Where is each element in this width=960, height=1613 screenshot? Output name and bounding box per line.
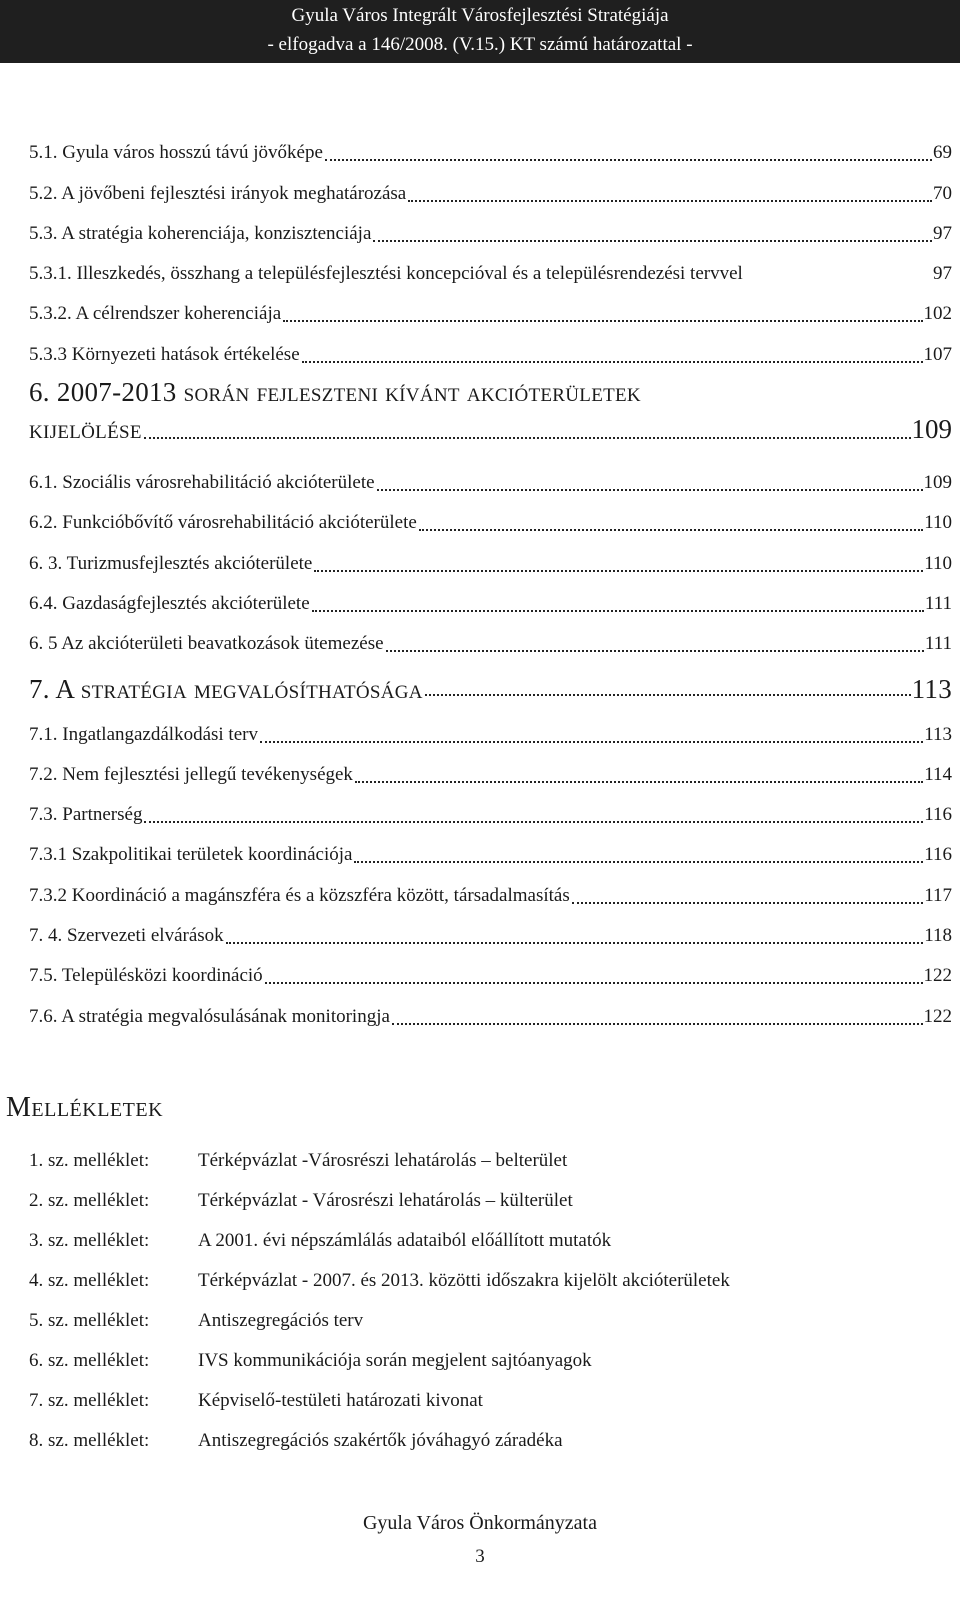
- toc-entry[interactable]: [29, 579, 952, 619]
- toc-entry-page: 109: [923, 472, 952, 494]
- toc-entry-page: 122: [923, 965, 952, 987]
- dot-leader: [419, 528, 923, 531]
- annex-label: 2. sz. melléklet:: [29, 1190, 150, 1211]
- annex-item: [6, 1346, 936, 1386]
- dot-leader: [408, 199, 932, 202]
- toc-entry-title: 5.3.1. Illeszkedés, összhang a településfejlesztési koncepcióval és a településrendezési tervvel: [29, 263, 743, 285]
- toc-entry-title: 7.2. Nem fejlesztési jellegű tevékenységek: [29, 763, 353, 785]
- dot-leader: [572, 901, 923, 904]
- annexes-heading: Mellékletek: [6, 1092, 164, 1123]
- toc-entry-page: 113: [924, 723, 952, 745]
- toc-entry-page: 111: [924, 633, 952, 655]
- toc-entry-title: 6.4. Gazdaságfejlesztés akcióterülete: [29, 592, 310, 614]
- dot-leader: [283, 319, 922, 322]
- toc-entry[interactable]: [29, 911, 952, 951]
- annex-item: [6, 1146, 936, 1186]
- toc-entry-title: 7.6. A stratégia megvalósulásának monitoringja: [29, 1005, 390, 1027]
- dot-leader: [745, 281, 932, 282]
- toc-entry-title: 7.3.2 Koordináció a magánszféra és a közszféra között, társadalmasítás: [29, 884, 570, 906]
- toc-entry-title: 7. 4. Szervezeti elvárások: [29, 925, 224, 947]
- annex-title: Térképvázlat -Városrészi lehatárolás – belterület: [198, 1150, 568, 1171]
- dot-leader: [425, 693, 911, 696]
- toc-entry[interactable]: [29, 830, 952, 870]
- toc-entry[interactable]: [29, 619, 952, 659]
- toc-entry-page: 116: [924, 844, 952, 866]
- toc-entry-page: 114: [924, 763, 952, 785]
- annex-label: 4. sz. melléklet:: [29, 1270, 150, 1291]
- toc-entry[interactable]: [29, 790, 952, 830]
- toc-chapter-title: 7. A stratégia megvalósíthatósága: [29, 674, 423, 705]
- toc-entry-title: 6. 5 Az akcióterületi beavatkozások ütemezése: [29, 633, 384, 655]
- annex-title: Térképvázlat - 2007. és 2013. közötti időszakra kijelölt akcióterületek: [198, 1270, 730, 1291]
- toc-entry-page: 69: [933, 142, 952, 164]
- toc-entry-page: 117: [924, 884, 952, 906]
- annex-label: 7. sz. melléklet:: [29, 1390, 150, 1411]
- toc-entry-title: 5.3. A stratégia koherenciája, konzisztenciája: [29, 222, 372, 244]
- toc-chapter-title-line1: 6. 2007-2013 során fejleszteni kívánt akcióterületek: [29, 376, 641, 407]
- toc-entry[interactable]: [29, 951, 952, 991]
- toc-chapter-entry[interactable]: [29, 659, 952, 709]
- toc-entry-title: 5.3.3 Környezeti hatások értékelése: [29, 343, 300, 365]
- page-number: 3: [475, 1546, 485, 1567]
- toc-entry-title: 6. 3. Turizmusfejlesztés akcióterülete: [29, 552, 313, 574]
- toc-entry[interactable]: [29, 128, 952, 168]
- toc-entry[interactable]: [29, 498, 952, 538]
- toc-entry[interactable]: [29, 329, 952, 369]
- annex-label: 3. sz. melléklet:: [29, 1230, 150, 1251]
- annex-label: 5. sz. melléklet:: [29, 1310, 150, 1331]
- toc-entry[interactable]: [29, 750, 952, 790]
- annex-label: 8. sz. melléklet:: [29, 1430, 150, 1451]
- annex-item: [6, 1186, 936, 1226]
- toc-entry-title: 7.3.1 Szakpolitikai területek koordinációja: [29, 844, 353, 866]
- dot-leader: [302, 360, 923, 363]
- dot-leader: [325, 158, 932, 161]
- annex-label: 6. sz. melléklet:: [29, 1350, 150, 1371]
- annex-title: A 2001. évi népszámlálás adataiból előállított mutatók: [198, 1230, 612, 1251]
- dot-leader: [144, 436, 911, 439]
- dot-leader: [314, 569, 923, 572]
- toc-entry-page: 113: [911, 674, 952, 705]
- dot-leader: [144, 820, 923, 823]
- toc-entry-title: 6.1. Szociális városrehabilitáció akcióterülete: [29, 472, 375, 494]
- page-header: [0, 0, 960, 63]
- toc-entry-page: 111: [924, 592, 952, 614]
- annexes-section: [6, 1088, 936, 1466]
- header-subtitle: - elfogadva a 146/2008. (V.15.) KT számú határozattal -: [267, 34, 693, 55]
- toc-entry[interactable]: [29, 538, 952, 578]
- annex-label: 1. sz. melléklet:: [29, 1150, 150, 1171]
- toc-entry-page: 107: [923, 343, 952, 365]
- toc-entry-title: 5.2. A jövőbeni fejlesztési irányok meghatározása: [29, 182, 407, 204]
- toc-entry-page: 110: [924, 512, 952, 534]
- toc-entry-title: 7.1. Ingatlangazdálkodási terv: [29, 723, 258, 745]
- toc-entry-page: 109: [911, 413, 952, 444]
- dot-leader: [312, 609, 924, 612]
- annex-item: [6, 1426, 936, 1466]
- annex-title: Antiszegregációs terv: [198, 1310, 364, 1331]
- dot-leader: [373, 239, 932, 242]
- dot-leader: [226, 941, 924, 944]
- toc-entry-page: 122: [923, 1005, 952, 1027]
- annex-title: IVS kommunikációja során megjelent sajtóanyagok: [198, 1350, 592, 1371]
- toc-entry[interactable]: [29, 709, 952, 749]
- toc-entry-title: 5.1. Gyula város hosszú távú jövőképe: [29, 142, 323, 164]
- toc-entry-page: 70: [933, 182, 952, 204]
- annex-item: [6, 1386, 936, 1426]
- annex-title: Térképvázlat - Városrészi lehatárolás – külterület: [198, 1190, 573, 1211]
- toc-entry-page: 97: [933, 263, 952, 285]
- toc-entry-page: 102: [923, 303, 952, 325]
- toc-entry[interactable]: [29, 991, 952, 1031]
- dot-leader: [265, 981, 923, 984]
- toc-entry[interactable]: [29, 870, 952, 910]
- dot-leader: [354, 860, 923, 863]
- dot-leader: [355, 780, 923, 783]
- toc-entry[interactable]: [29, 289, 952, 329]
- toc-entry-title: 7.3. Partnerség: [29, 804, 143, 826]
- toc-entry[interactable]: [29, 168, 952, 208]
- dot-leader: [377, 488, 923, 491]
- toc-entry-title: 5.3.2. A célrendszer koherenciája: [29, 303, 282, 325]
- toc-chapter-title-line2: kijelölése: [29, 413, 142, 444]
- toc-entry-page: 110: [924, 552, 952, 574]
- toc-entry-title: 7.5. Településközi koordináció: [29, 965, 263, 987]
- toc-entry[interactable]: [29, 209, 952, 249]
- annex-title: Antiszegregációs szakértők jóváhagyó záradéka: [198, 1430, 563, 1451]
- toc-entry-page: 118: [924, 925, 952, 947]
- dot-leader: [260, 740, 923, 743]
- dot-leader: [386, 649, 924, 652]
- toc-entry[interactable]: [29, 458, 952, 498]
- toc-chapter-title-row: [29, 410, 952, 448]
- toc-entry-page: 116: [924, 804, 952, 826]
- annex-title: Képviselő-testületi határozati kivonat: [198, 1390, 483, 1411]
- table-of-contents: [29, 128, 952, 1032]
- toc-entry-page: 97: [933, 222, 952, 244]
- toc-entry-title: 6.2. Funkcióbővítő városrehabilitáció akcióterülete: [29, 512, 417, 534]
- header-title: Gyula Város Integrált Városfejlesztési Stratégiája: [291, 5, 669, 26]
- dot-leader: [392, 1022, 923, 1025]
- footer-organization: Gyula Város Önkormányzata: [362, 1512, 597, 1534]
- annex-item: [6, 1266, 936, 1306]
- toc-chapter-entry[interactable]: [29, 370, 952, 458]
- toc-entry[interactable]: [29, 249, 952, 289]
- annex-item: [6, 1226, 936, 1266]
- annex-item: [6, 1306, 936, 1346]
